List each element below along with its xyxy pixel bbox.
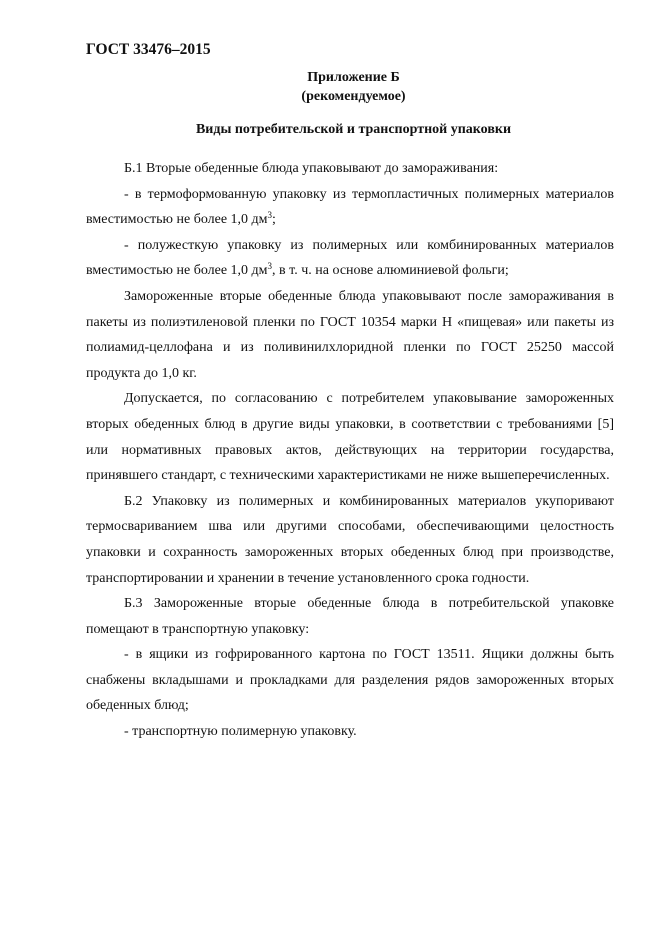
paragraph-allowed-pack: Допускается, по согласованию с потребителем упаковывание замороженных вторых обеденных блюд в другие виды упаковки, в соответствии с требованиями [5] или нормативных правовых актов, действующих на территории государства, принявшего стандарт, с техническими характеристиками не ниже вышеперечисленных.	[86, 391, 614, 484]
annex-type: (рекомендуемое)	[301, 89, 406, 104]
document-id: ГОСТ 33476–2015	[86, 41, 211, 58]
paragraph-text: - полужесткую упаковку из полимерных или комбинированных материалов вместимостью не более 1,0 дм	[86, 237, 614, 279]
paragraph-semirigid-pack	[86, 233, 614, 284]
superscript: 3	[267, 210, 273, 221]
paragraph-thermoformed-pack	[86, 182, 614, 233]
paragraph-b1: Б.1 Вторые обеденные блюда упаковывают до замораживания:	[124, 161, 499, 176]
superscript: 3	[267, 261, 273, 272]
paragraph-b3: Б.3 Замороженные вторые обеденные блюда в потребительской упаковке помещают в транспортную упаковку:	[86, 596, 614, 637]
paragraph-text: , в т. ч. на основе алюминиевой фольги;	[272, 263, 509, 279]
paragraph-polymer-pack: - транспортную полимерную упаковку.	[124, 724, 357, 740]
section-title: Виды потребительской и транспортной упаковки	[195, 122, 512, 137]
paragraph-frozen-pack: Замороженные вторые обеденные блюда упаковывают после замораживания в пакеты из полиэтиленовой пленки по ГОСТ 10354 марки Н «пищевая» или пакеты из полиамид-целлофана и из поливинилхлоридной пленки по ГОСТ 25250 массой продукта до 1,0 кг.	[86, 288, 614, 381]
paragraph-text: - в термоформованную упаковку из термопластичных полимерных материалов вместимостью не более 1,0 дм	[86, 186, 614, 228]
document-body	[86, 156, 614, 745]
paragraph-cardboard-boxes: - в ящики из гофрированного картона по ГОСТ 13511. Ящики должны быть снабжены вкладышами и прокладками для разделения рядов замороженных вторых обеденных блюд;	[86, 647, 614, 714]
paragraph-text: ;	[272, 212, 276, 228]
paragraph-b2: Б.2 Упаковку из полимерных и комбинированных материалов укупоривают термосвариванием шва или другими способами, обеспечивающими целостность упаковки и сохранность замороженных вторых обеденных блюд при производстве, транспортировании и хранении в течение установленного срока годности.	[86, 493, 614, 586]
annex-title: Приложение Б	[307, 70, 400, 85]
